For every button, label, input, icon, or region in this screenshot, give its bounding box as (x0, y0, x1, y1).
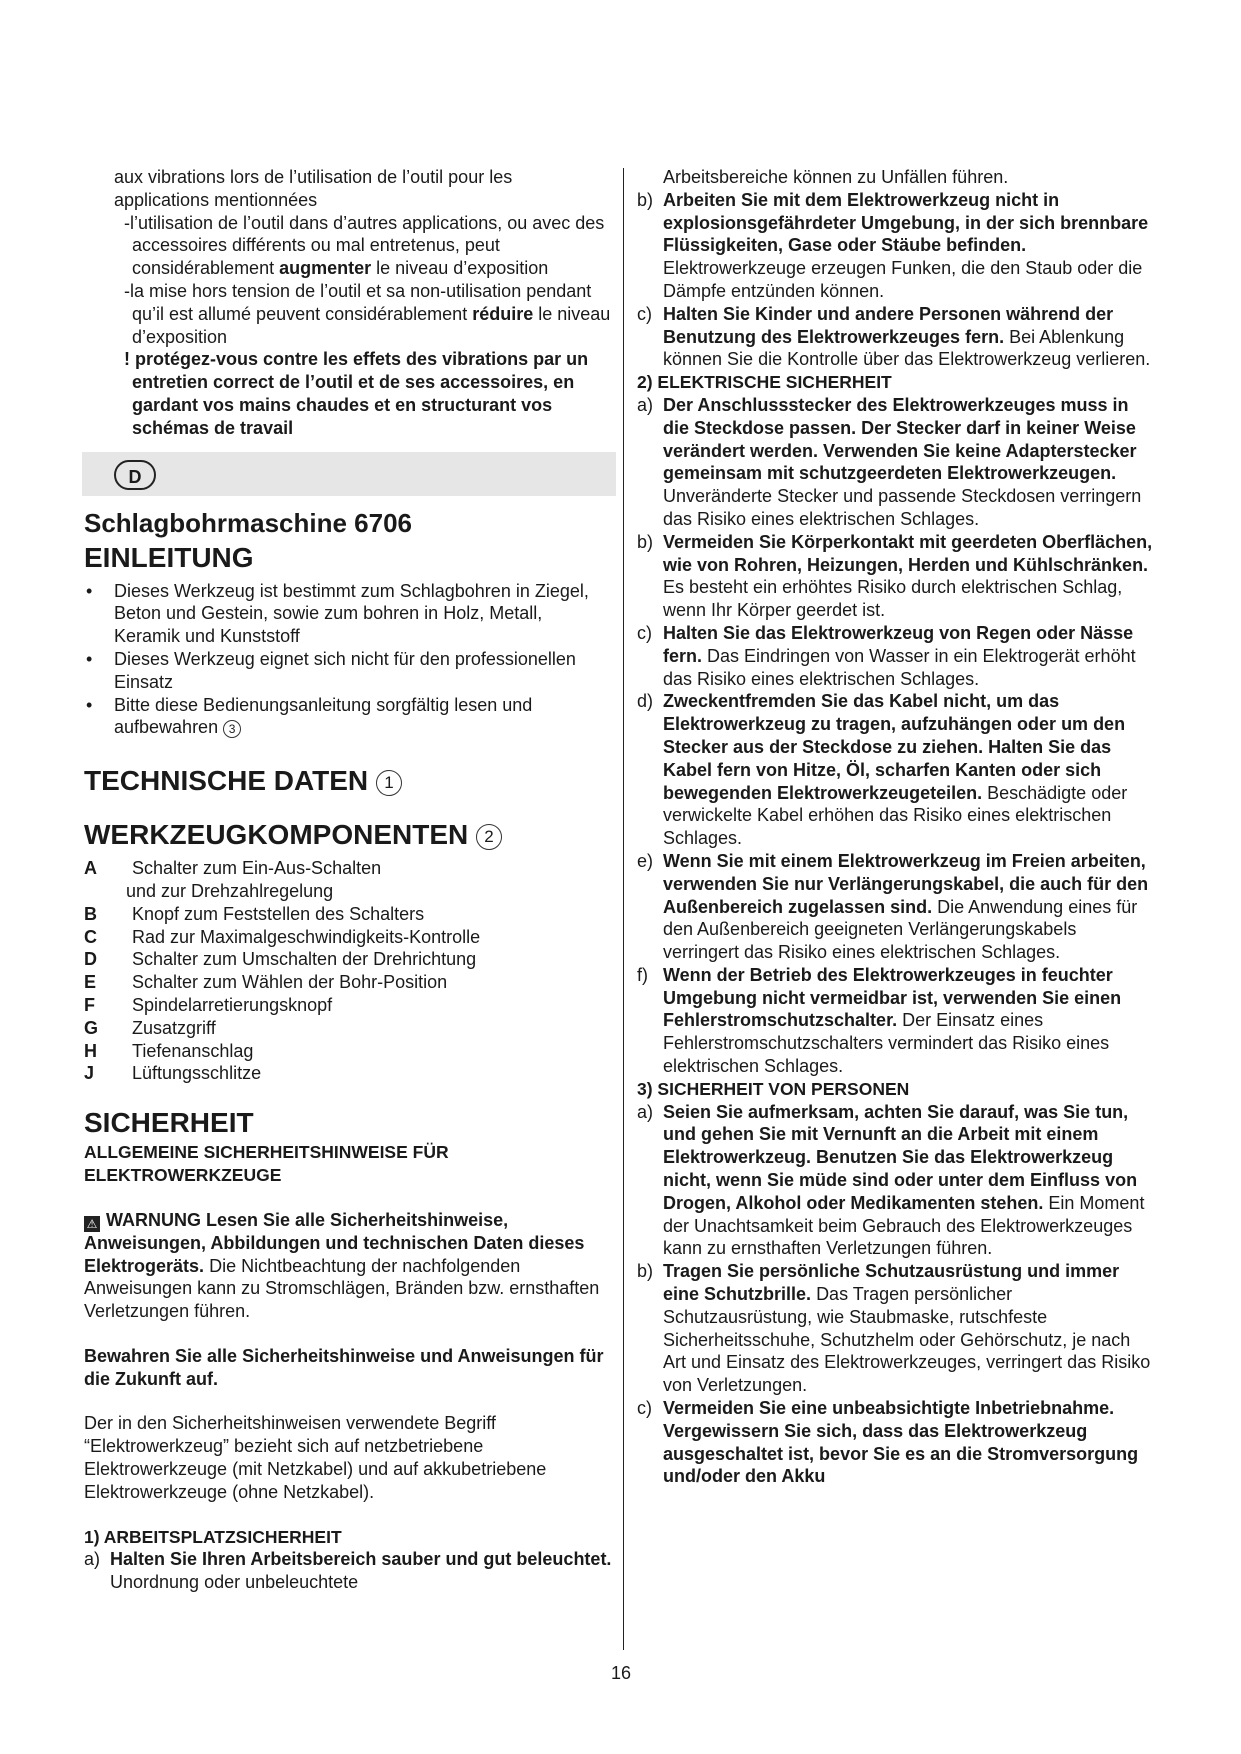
list-item: e) Wenn Sie mit einem Elektrowerkzeug im Freien arbeiten, verwenden Sie nur Verlängerungskabel, die auch für den Außenbereich zugelassen sind. Die Anwendung eines für den Außenbereich geeigneten Verlängerungskabels verringert das Risiko eines elektrischen Schlages. (637, 850, 1149, 963)
figure-ref-1: 1 (376, 770, 402, 796)
section-1-heading: 1) ARBEITSPLATZSICHERHEIT (84, 1526, 342, 1547)
heading-einleitung: EINLEITUNG (84, 541, 254, 573)
list-item: C Rad zur Maximalgeschwindigkeits-Kontrolle (84, 926, 481, 947)
list-item: B Knopf zum Feststellen des Schalters (84, 903, 425, 924)
list-item: c) Halten Sie Kinder und andere Personen während der Benutzung des Elektrowerkzeuges fern. Bei Ablenkung können Sie die Kontrolle über das Elektrowerkzeug verlieren. (637, 303, 1151, 370)
right-column (637, 166, 1157, 1488)
list-item: • Dieses Werkzeug ist bestimmt zum Schlagbohren in Ziegel, Beton und Gestein, sowie zum bohren in Holz, Metall, Keramik und Kunststoff (84, 580, 612, 648)
term-definition: Der in den Sicherheitshinweisen verwendete Begriff “Elektrowerkzeug” bezieht sich auf netzbetriebene Elektrowerkzeuge (mit Netzkabel) und auf akkubetriebene Elektrowerkzeuge (ohne Netzkabel). (84, 1413, 547, 1502)
list-item: c) Halten Sie das Elektrowerkzeug von Regen oder Nässe fern. Das Eindringen von Wasser in ein Elektrogerät erhöht das Risiko eines elektrischen Schlages. (637, 622, 1136, 689)
language-badge: D (114, 460, 156, 490)
list-item: E Schalter zum Wählen der Bohr-Position (84, 972, 448, 993)
heading-werkzeugkomponenten: WERKZEUGKOMPONENTEN 2 (84, 817, 612, 853)
heading-technische-daten: TECHNISCHE DATEN 1 (84, 763, 612, 799)
list-item: F Spindelarretierungsknopf (84, 994, 333, 1015)
list-item: D Schalter zum Umschalten der Drehrichtung (84, 949, 477, 970)
list-item: a) Seien Sie aufmerksam, achten Sie darauf, was Sie tun, und gehen Sie mit Vernunft an die Arbeit mit einem Elektrowerkzeug. Benutzen Sie das Elektrowerkzeug nicht, wenn Sie müde sind oder unter dem Einfluss von Drogen, Alkohol oder Medikamenten stehen. Ein Moment der Unachtsamkeit beim Gebrauch des Elektrowerkzeuges kann zu ernsthaften Verletzungen führen. (637, 1101, 1145, 1259)
figure-ref-3: 3 (223, 720, 241, 738)
list-item: a) Halten Sie Ihren Arbeitsbereich sauber und gut beleuchtet. Unordnung oder unbeleuchtete (84, 1549, 612, 1593)
section-2-heading: 2) ELEKTRISCHE SICHERHEIT (637, 372, 892, 393)
list-item: d) Zweckentfremden Sie das Kabel nicht, um das Elektrowerkzeug zu tragen, aufzuhängen oder um den Stecker aus der Steckdose zu ziehen. Halten Sie das Kabel fern von Hitze, Öl, scharfen Kanten oder sich bewegenden Elektrowerkzeugeteilen. Beschädigte oder verwickelte Kabel erhöhen das Risiko eines elektrischen Schlages. (637, 691, 1128, 849)
vibration-warning: ! protégez-vous contre les effets des vibrations par un entretien correct de l’outil et de ses accessoires, en gardant vos mains chaudes et en structurant vos schémas de travail (124, 349, 589, 438)
list-item: b) Tragen Sie persönliche Schutzausrüstung und immer eine Schutzbrille. Das Tragen persönlicher Schutzausrüstung, wie Staubmaske, rutschfeste Sicherheitsschuhe, Schutzhelm oder Gehörschutz, je nach Art und Einsatz des Elektrowerkzeuges, verringert das Risiko von Verletzungen. (637, 1261, 1151, 1396)
left-column (84, 166, 612, 1594)
vibration-text-3: -la mise hors tension de l’outil et sa non-utilisation pendant qu’il est allumé peuvent considérablement réduire le niveau d’exposition (124, 280, 611, 347)
language-band (82, 452, 616, 496)
heading-sicherheit: SICHERHEIT (84, 1107, 254, 1139)
list-item: • Bitte diese Bedienungsanleitung sorgfältig lesen und aufbewahren 3 (84, 694, 612, 740)
list-item: H Tiefenanschlag (84, 1040, 254, 1061)
list-item: a) Der Anschlussstecker des Elektrowerkzeuges muss in die Steckdose passen. Der Stecker darf in keiner Weise verändert werden. Verwenden Sie keine Adapterstecker gemeinsam mit schutzgeerdeten Elektrowerkzeugen. Unveränderte Stecker und passende Steckdosen verringern das Risiko eines elektrischen Schlages. (637, 394, 1142, 529)
list-item: c) Vermeiden Sie eine unbeabsichtigte Inbetriebnahme. Vergewissern Sie sich, dass das Elektrowerkzeug ausgeschaltet ist, bevor Sie es an die Stromversorgung und/oder den Akku (637, 1398, 1139, 1487)
intro-list (84, 580, 612, 740)
list-item: • Dieses Werkzeug eignet sich nicht für den professionellen Einsatz (84, 648, 612, 694)
list-item: b) Arbeiten Sie mit dem Elektrowerkzeug nicht in explosionsgefährdeter Umgebung, in der sich brennbare Flüssigkeiten, Gase oder Stäube befinden. Elektrowerkzeuge erzeugen Funken, die den Staub oder die Dämpfe entzünden können. (637, 189, 1149, 301)
list-item: f) Wenn der Betrieb des Elektrowerkzeuges in feuchter Umgebung nicht vermeidbar ist, verwenden Sie einen Fehlerstromschutzschalter. Der Einsatz eines Fehlerstromschutzschalters vermindert das Risiko eines elektrischen Schlages. (637, 964, 1122, 1077)
product-title: Schlagbohrmaschine 6706 (84, 507, 413, 538)
section-3-heading: 3) SICHERHEIT VON PERSONEN (637, 1078, 910, 1099)
list-item: J Lüftungsschlitze (84, 1063, 262, 1084)
list-item: A Schalter zum Ein-Aus-Schalten und zur Drehzahlregelung (84, 858, 382, 901)
warning-paragraph: ⚠ WARNUNG Lesen Sie alle Sicherheitshinweise, Anweisungen, Abbildungen und technischen Daten dieses Elektrogeräts. Die Nichtbeachtung der nachfolgenden Anweisungen kann zu Stromschlägen, Bränden bzw. ernsthaften Verletzungen führen. (84, 1209, 600, 1322)
warning-triangle-icon: ⚠ (84, 1216, 100, 1232)
column-divider (623, 168, 624, 1650)
continued-text: Arbeitsbereiche können zu Unfällen führen. (663, 167, 1009, 187)
vibration-text-2: -l’utilisation de l’outil dans d’autres applications, ou avec des accessoires différents ou mal entretenus, peut considérablement augmenter le niveau d’exposition (124, 212, 605, 279)
list-item: b) Vermeiden Sie Körperkontakt mit geerdeten Oberflächen, wie von Rohren, Heizungen, Herden und Kühlschränken. Es besteht ein erhöhtes Risiko durch elektrischen Schlag, wenn Ihr Körper geerdet ist. (637, 531, 1153, 621)
keep-instructions: Bewahren Sie alle Sicherheitshinweise und Anweisungen für die Zukunft auf. (84, 1345, 604, 1389)
vibration-text-1: aux vibrations lors de l’utilisation de l’outil pour les applications mentionnées (114, 167, 513, 210)
component-list (84, 857, 612, 1085)
page-number: 16 (611, 1663, 632, 1683)
list-item: G Zusatzgriff (84, 1017, 216, 1038)
safety-subheading: ALLGEMEINE SICHERHEITSHINWEISE FÜR ELEKTROWERKZEUGE (84, 1142, 449, 1185)
figure-ref-2: 2 (476, 824, 502, 850)
